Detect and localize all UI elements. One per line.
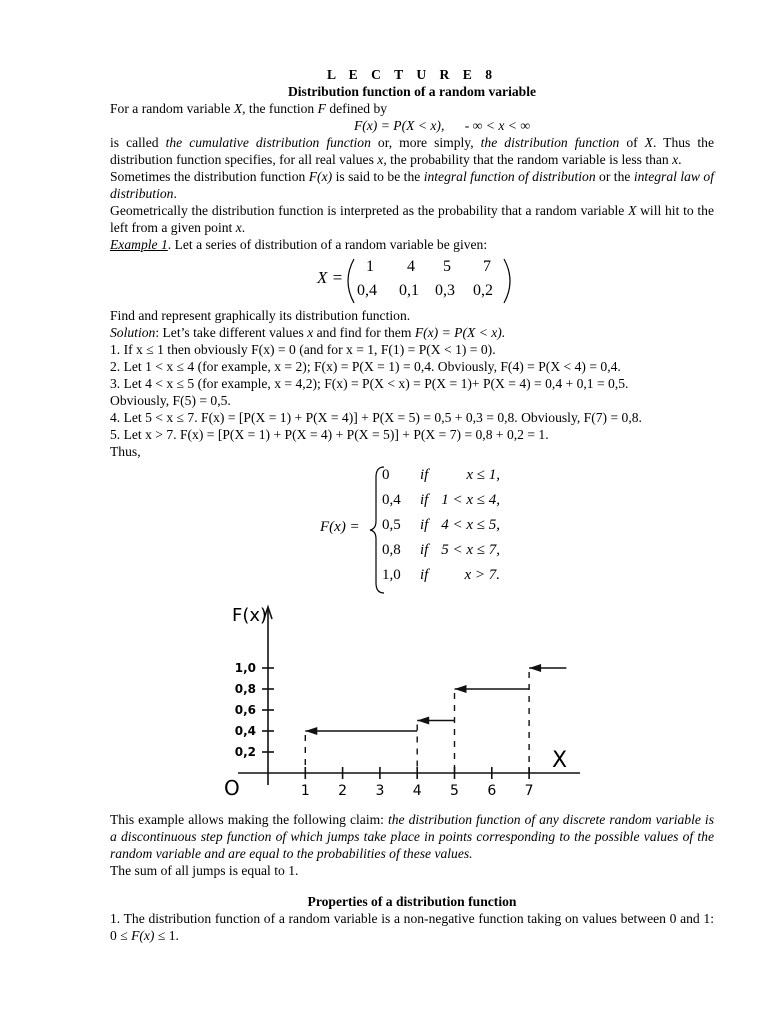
step-3-cont: Obviously, F(5) = 0,5. xyxy=(110,393,231,408)
y-tick-label: 0,4 xyxy=(234,724,256,738)
geometric-paragraph: Geometrically the distribution function is interpreted as the probability that a random variable X will hit to the left from a given point x. xyxy=(110,203,714,235)
property-1: 1. The distribution function of a random variable is a non-negative function taking on values between 0 and 1: 0 ≤ F(x) ≤ 1. xyxy=(110,911,714,943)
x-tick-label: 5 xyxy=(450,783,459,799)
x-tick-label: 3 xyxy=(375,783,385,799)
solution-text: Solution: Let’s take different values x and find for them F(x) = P(X < x). xyxy=(110,325,506,340)
distribution-matrix xyxy=(110,255,714,307)
matrix-value-7: 7 xyxy=(483,258,491,275)
piecewise-if: if xyxy=(420,542,429,558)
x-tick-label: 4 xyxy=(412,783,422,799)
matrix-prob-5: 0,3 xyxy=(435,282,455,299)
piecewise-value: 1,0 xyxy=(382,567,401,583)
piecewise-if: if xyxy=(420,492,429,508)
piecewise-condition: x > 7. xyxy=(464,567,500,583)
piecewise-condition: 5 < x ≤ 7, xyxy=(441,542,500,558)
piecewise-if: if xyxy=(420,567,429,583)
piecewise-value: 0,4 xyxy=(382,492,401,508)
x-tick-label: 6 xyxy=(487,783,497,799)
piecewise-lhs: F(x) = xyxy=(320,519,360,535)
find-text: Find and represent graphically its distribution function. xyxy=(110,308,411,323)
x-axis-label: X xyxy=(552,748,568,773)
intro-line: For a random variable X, the function F defined by xyxy=(110,101,388,116)
graph-canvas xyxy=(110,601,714,811)
thus-text: Thus, xyxy=(110,444,141,459)
definition-formula: F(x) = P(X < x), - ∞ < x < ∞ xyxy=(353,118,531,133)
y-tick-label: 0,8 xyxy=(234,682,256,696)
y-axis-label: F(x) xyxy=(232,605,268,626)
distribution-graph xyxy=(110,601,714,811)
step-1: 1. If x ≤ 1 then obviously F(x) = 0 (and for x = 1, F(1) = P(X < 1) = 0). xyxy=(110,342,496,357)
matrix-prob-4: 0,1 xyxy=(399,282,419,299)
lecture-subtitle: Distribution function of a random variable xyxy=(287,84,537,99)
step-arrowhead xyxy=(305,727,317,735)
step-arrowhead xyxy=(417,717,429,725)
x-tick-label: 2 xyxy=(338,783,348,799)
matrix-value-5: 5 xyxy=(443,258,451,275)
piecewise-condition: x ≤ 1, xyxy=(466,467,500,483)
definition-paragraph: is called the cumulative distribution function or, more simply, the distribution function of X. Thus the distribution function specifies, for all real values x, the probability that the random variable is less than x. xyxy=(110,135,714,167)
step-arrowhead xyxy=(529,664,541,672)
piecewise-value: 0 xyxy=(382,467,390,483)
y-tick-label: 1,0 xyxy=(234,661,256,675)
matrix-prob-7: 0,2 xyxy=(473,282,493,299)
x-tick-label: 7 xyxy=(524,783,534,799)
integral-function-paragraph: Sometimes the distribution function F(x) is said to be the integral function of distribution or the integral law of distribution. xyxy=(110,169,714,201)
properties-heading: Properties of a distribution function xyxy=(307,894,517,909)
piecewise-value: 0,5 xyxy=(382,517,401,533)
piecewise-if: if xyxy=(420,467,429,483)
y-tick-label: 0,2 xyxy=(234,745,256,759)
matrix-prob-1: 0,4 xyxy=(357,282,377,299)
step-4: 4. Let 5 < x ≤ 7. F(x) = [P(X = 1) + P(X = 4)] + P(X = 5) = 0,5 + 0,3 = 0,8. Obviously, F(7) = 0,8. xyxy=(110,410,642,425)
step-5: 5. Let x > 7. F(x) = [P(X = 1) + P(X = 4) + P(X = 5)] + P(X = 7) = 0,8 + 0,2 = 1. xyxy=(110,427,549,442)
lecture-page xyxy=(110,66,714,944)
matrix-value-1: 1 xyxy=(366,258,374,275)
origin-label: O xyxy=(224,776,240,800)
matrix-lhs: X = xyxy=(317,268,344,287)
piecewise-condition: 4 < x ≤ 5, xyxy=(441,517,500,533)
claim-paragraph: This example allows making the following claim: the distribution function of any discrete random variable is a discontinuous step function of which jumps take place in points corresponding to the possible values of the random variable and are equal to the probabilities of these values. xyxy=(110,812,714,861)
y-tick-label: 0,6 xyxy=(234,703,256,717)
step-2: 2. Let 1 < x ≤ 4 (for example, x = 2); F(x) = P(X = 1) = 0,4. Obviously, F(4) = P(X < 4) = 0,4. xyxy=(110,359,621,374)
piecewise-function xyxy=(110,465,714,595)
matrix-value-4: 4 xyxy=(407,258,415,275)
lecture-title: L E C T U R E 8 xyxy=(326,67,498,82)
step-3: 3. Let 4 < x ≤ 5 (for example, x = 4,2); F(x) = P(X < x) = P(X = 1)+ P(X = 4) = 0,4 + 0,1 = 0,5. xyxy=(110,376,629,391)
sum-of-jumps: The sum of all jumps is equal to 1. xyxy=(110,863,299,878)
example-intro: Example 1. Let a series of distribution of a random variable be given: xyxy=(110,237,488,252)
piecewise-value: 0,8 xyxy=(382,542,401,558)
step-arrowhead xyxy=(455,685,467,693)
piecewise-if: if xyxy=(420,517,429,533)
piecewise-condition: 1 < x ≤ 4, xyxy=(441,492,500,508)
x-tick-label: 1 xyxy=(300,783,310,799)
